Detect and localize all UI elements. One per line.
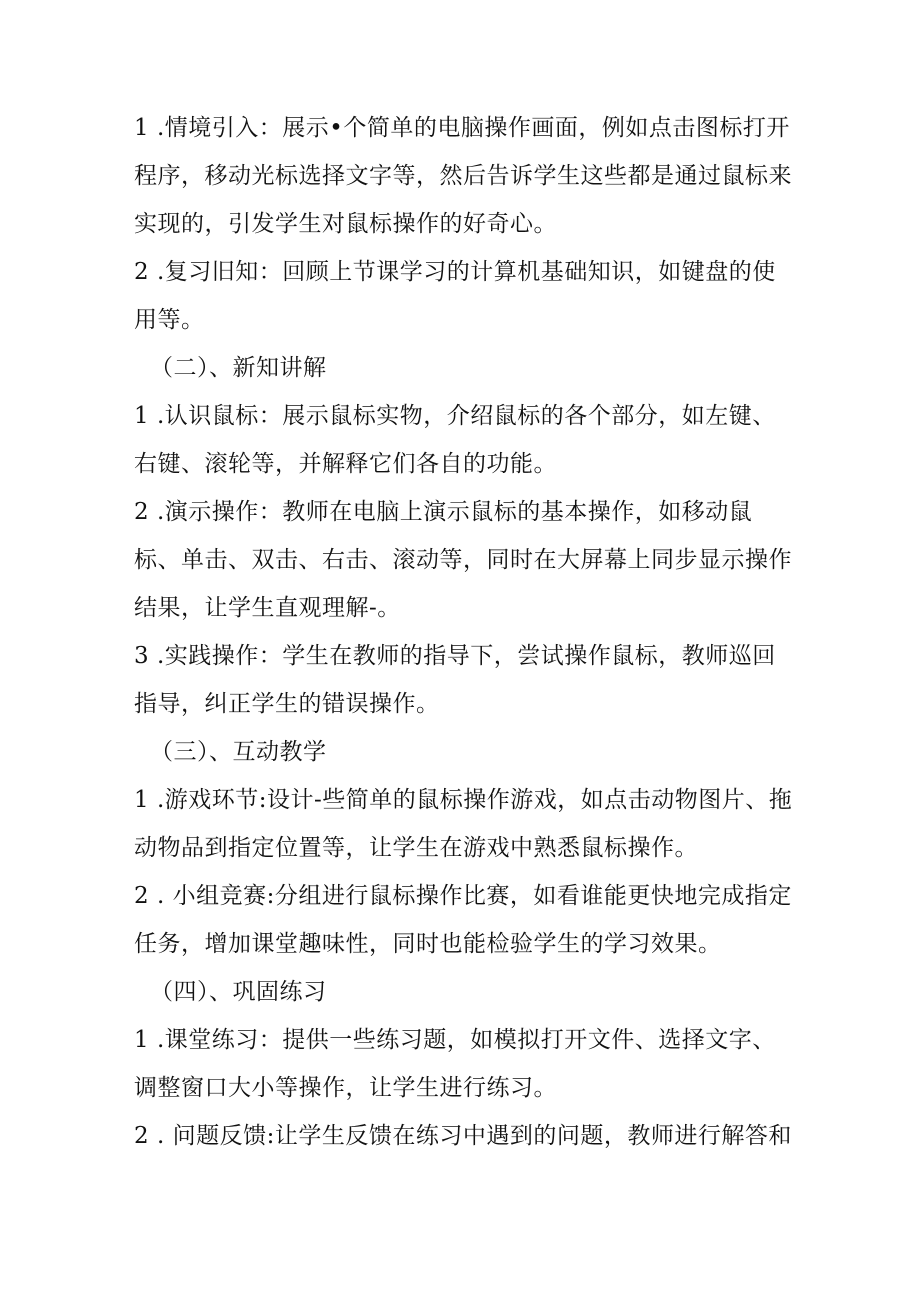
paragraph-situation-intro: 1 .情境引入：展示•个简单的电脑操作画面，例如点击图标打开程序，移动光标选择文字等，然后告诉学生这些都是通过鼠标来实现的，引发学生对鼠标操作的好奇心。 — [134, 115, 792, 237]
section-heading-interactive: （三）、互动教学 — [150, 739, 327, 765]
paragraph-game: 1 .游戏环节:设计-些简单的鼠标操作游戏，如点击动物图片、拖动物品到指定位置等，让学生在游戏中熟悉鼠标操作。 — [134, 787, 793, 861]
section-heading-consolidate: （四）、巩固练习 — [150, 979, 327, 1005]
paragraph-know-mouse: 1 .认识鼠标：展示鼠标实物，介绍鼠标的各个部分，如左键、右键、滚轮等，并解释它们各自的功能。 — [134, 403, 776, 477]
paragraph-group-competition: 2 . 小组竞赛:分组进行鼠标操作比赛，如看谁能更快地完成指定任务，增加课堂趣味性，同时也能检验学生的学习效果。 — [134, 883, 792, 957]
paragraph-demo-operation: 2 .演示操作：教师在电脑上演示鼠标的基本操作，如移动鼠标、单击、双击、右击、滚动等，同时在大屏幕上同步显示操作结果，让学生直观理解-。 — [134, 499, 792, 621]
paragraph-practice-operation: 3 .实践操作：学生在教师的指导下，尝试操作鼠标，教师巡回指导，纠正学生的错误操作。 — [134, 643, 776, 717]
section-heading-new-knowledge: （二）、新知讲解 — [150, 355, 327, 381]
paragraph-feedback: 2 . 问题反馈:让学生反馈在练习中遇到的问题，教师进行解答和 — [134, 1123, 792, 1149]
paragraph-review: 2 .复习旧知：回顾上节课学习的计算机基础知识，如键盘的使用等。 — [134, 259, 776, 333]
paragraph-class-exercise: 1 .课堂练习：提供一些练习题，如模拟打开文件、选择文字、调整窗口大小等操作，让学生进行练习。 — [134, 1027, 776, 1101]
